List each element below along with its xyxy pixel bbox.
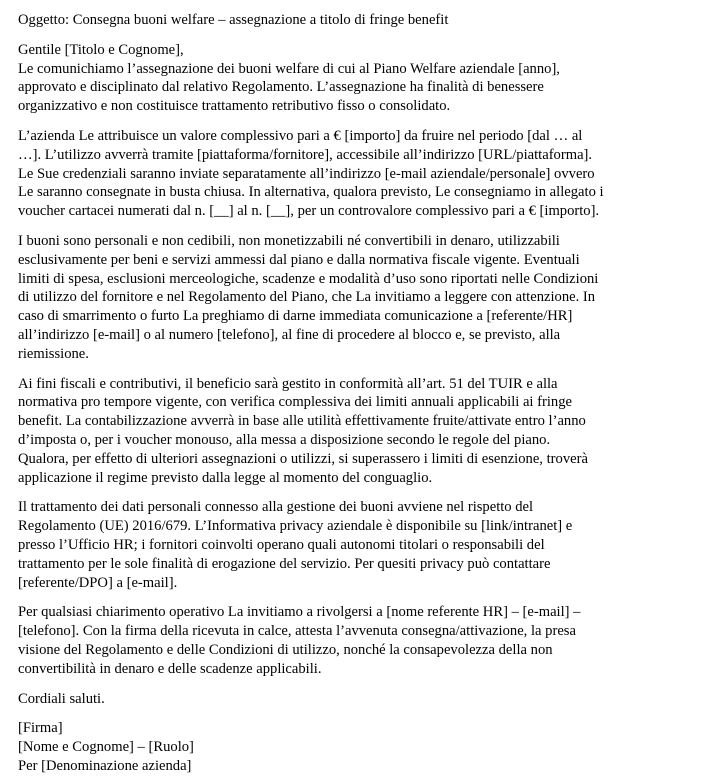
text-line: di utilizzo del fornitore e nel Regolamento del Piano, che La invitiamo a leggere con attenzione. In bbox=[18, 289, 596, 306]
usage-terms-paragraph bbox=[18, 232, 711, 364]
text-line: I buoni sono personali e non cedibili, non monetizzabili né convertibili in denaro, utilizzabili bbox=[18, 232, 560, 249]
text-line: esclusivamente per beni e servizi ammessi dal piano e dalla normativa fiscale vigente. Eventuali bbox=[18, 251, 580, 268]
text-line: voucher cartacei numerati dal n. [__] al n. [__], per un controvalore complessivo pari a € [importo]. bbox=[18, 203, 600, 220]
text-line: normativa pro tempore vigente, con verifica complessiva dei limiti annuali applicabili ai fringe bbox=[18, 394, 572, 411]
text-line: Per [Denominazione azienda] bbox=[18, 757, 192, 774]
text-line: Regolamento (UE) 2016/679. L’Informativa privacy aziendale è disponibile su [link/intranet] e bbox=[18, 518, 573, 535]
closing-paragraph bbox=[18, 690, 711, 709]
text-line: limiti di spesa, esclusioni merceologiche, scadenze e modalità d’uso sono riportati nelle Condizioni bbox=[18, 270, 599, 287]
text-line: organizzativo e non costituisce trattamento retributivo fisso o consolidato. bbox=[18, 98, 451, 115]
letter-body bbox=[18, 41, 711, 776]
text-line: …]. L’utilizzo avverrà tramite [piattaforma/fornitore], accessibile all’indirizzo [URL/piattaforma]. bbox=[18, 146, 593, 163]
tax-paragraph bbox=[18, 375, 711, 488]
text-line: [Nome e Cognome] – [Ruolo] bbox=[18, 739, 194, 756]
text-line: all’indirizzo [e-mail] o al numero [telefono], al fine di procedere al blocco e, se previsto, alla bbox=[18, 326, 561, 343]
letter-subject: Oggetto: Consegna buoni welfare – assegnazione a titolo di fringe benefit bbox=[18, 12, 449, 28]
signature-block bbox=[18, 719, 711, 775]
text-line: Ai fini fiscali e contributivi, il beneficio sarà gestito in conformità all’art. 51 del TUIR e alla bbox=[18, 375, 558, 392]
value-paragraph bbox=[18, 127, 711, 221]
text-line: Il trattamento dei dati personali connesso alla gestione dei buoni avviene nel rispetto del bbox=[18, 499, 534, 516]
text-line: L’azienda Le attribuisce un valore complessivo pari a € [importo] da fruire nel periodo [dal … al bbox=[18, 127, 583, 144]
text-line: riemissione. bbox=[18, 345, 89, 362]
text-line: applicazione il regime previsto dalla legge al momento del conguaglio. bbox=[18, 469, 433, 486]
text-line: presso l’Ufficio HR; i fornitori coinvolti operano quali autonomi titolari o responsabili del bbox=[18, 536, 545, 553]
text-line: Le Sue credenziali saranno inviate separatamente all’indirizzo [e-mail aziendale/personale] ovvero bbox=[18, 165, 595, 182]
text-line: [Firma] bbox=[18, 720, 63, 737]
text-line: [telefono]. Con la firma della ricevuta in calce, attesta l’avvenuta consegna/attivazione, la presa bbox=[18, 623, 576, 640]
greeting-paragraph bbox=[18, 41, 711, 116]
contact-paragraph bbox=[18, 603, 711, 678]
text-line: convertibilità in denaro e delle scadenze applicabili. bbox=[18, 660, 322, 677]
text-line: benefit. La contabilizzazione avverrà in base alle utilità effettivamente fruite/attivate entro l’anno bbox=[18, 413, 586, 430]
text-line: Qualora, per effetto di ulteriori assegnazioni o utilizzi, si superassero i limiti di esenzione, troverà bbox=[18, 450, 588, 467]
text-line: trattamento per le sole finalità di erogazione del servizio. Per quesiti privacy può contattare bbox=[18, 555, 551, 572]
text-line: visione del Regolamento e delle Condizioni di utilizzo, nonché la consapevolezza della non bbox=[18, 641, 553, 658]
text-line: Cordiali saluti. bbox=[18, 690, 105, 707]
text-line: caso di smarrimento o furto La preghiamo di darne immediata comunicazione a [referente/HR] bbox=[18, 308, 573, 325]
text-line: Le saranno consegnate in busta chiusa. In alternativa, qualora previsto, Le consegniamo in allegato i bbox=[18, 184, 604, 201]
text-line: approvato e disciplinato dal relativo Regolamento. L’assegnazione ha finalità di benessere bbox=[18, 79, 544, 96]
text-line: [referente/DPO] a [e-mail]. bbox=[18, 574, 178, 591]
text-line: d’imposta o, per i voucher monouso, alla messa a disposizione secondo le regole del piano. bbox=[18, 431, 551, 448]
privacy-paragraph bbox=[18, 498, 711, 592]
text-line: Per qualsiasi chiarimento operativo La invitiamo a rivolgersi a [nome referente HR] – [e-mail] – bbox=[18, 604, 581, 621]
text-line: Gentile [Titolo e Cognome], bbox=[18, 41, 184, 58]
text-line: Le comunichiamo l’assegnazione dei buoni welfare di cui al Piano Welfare aziendale [anno], bbox=[18, 60, 560, 77]
